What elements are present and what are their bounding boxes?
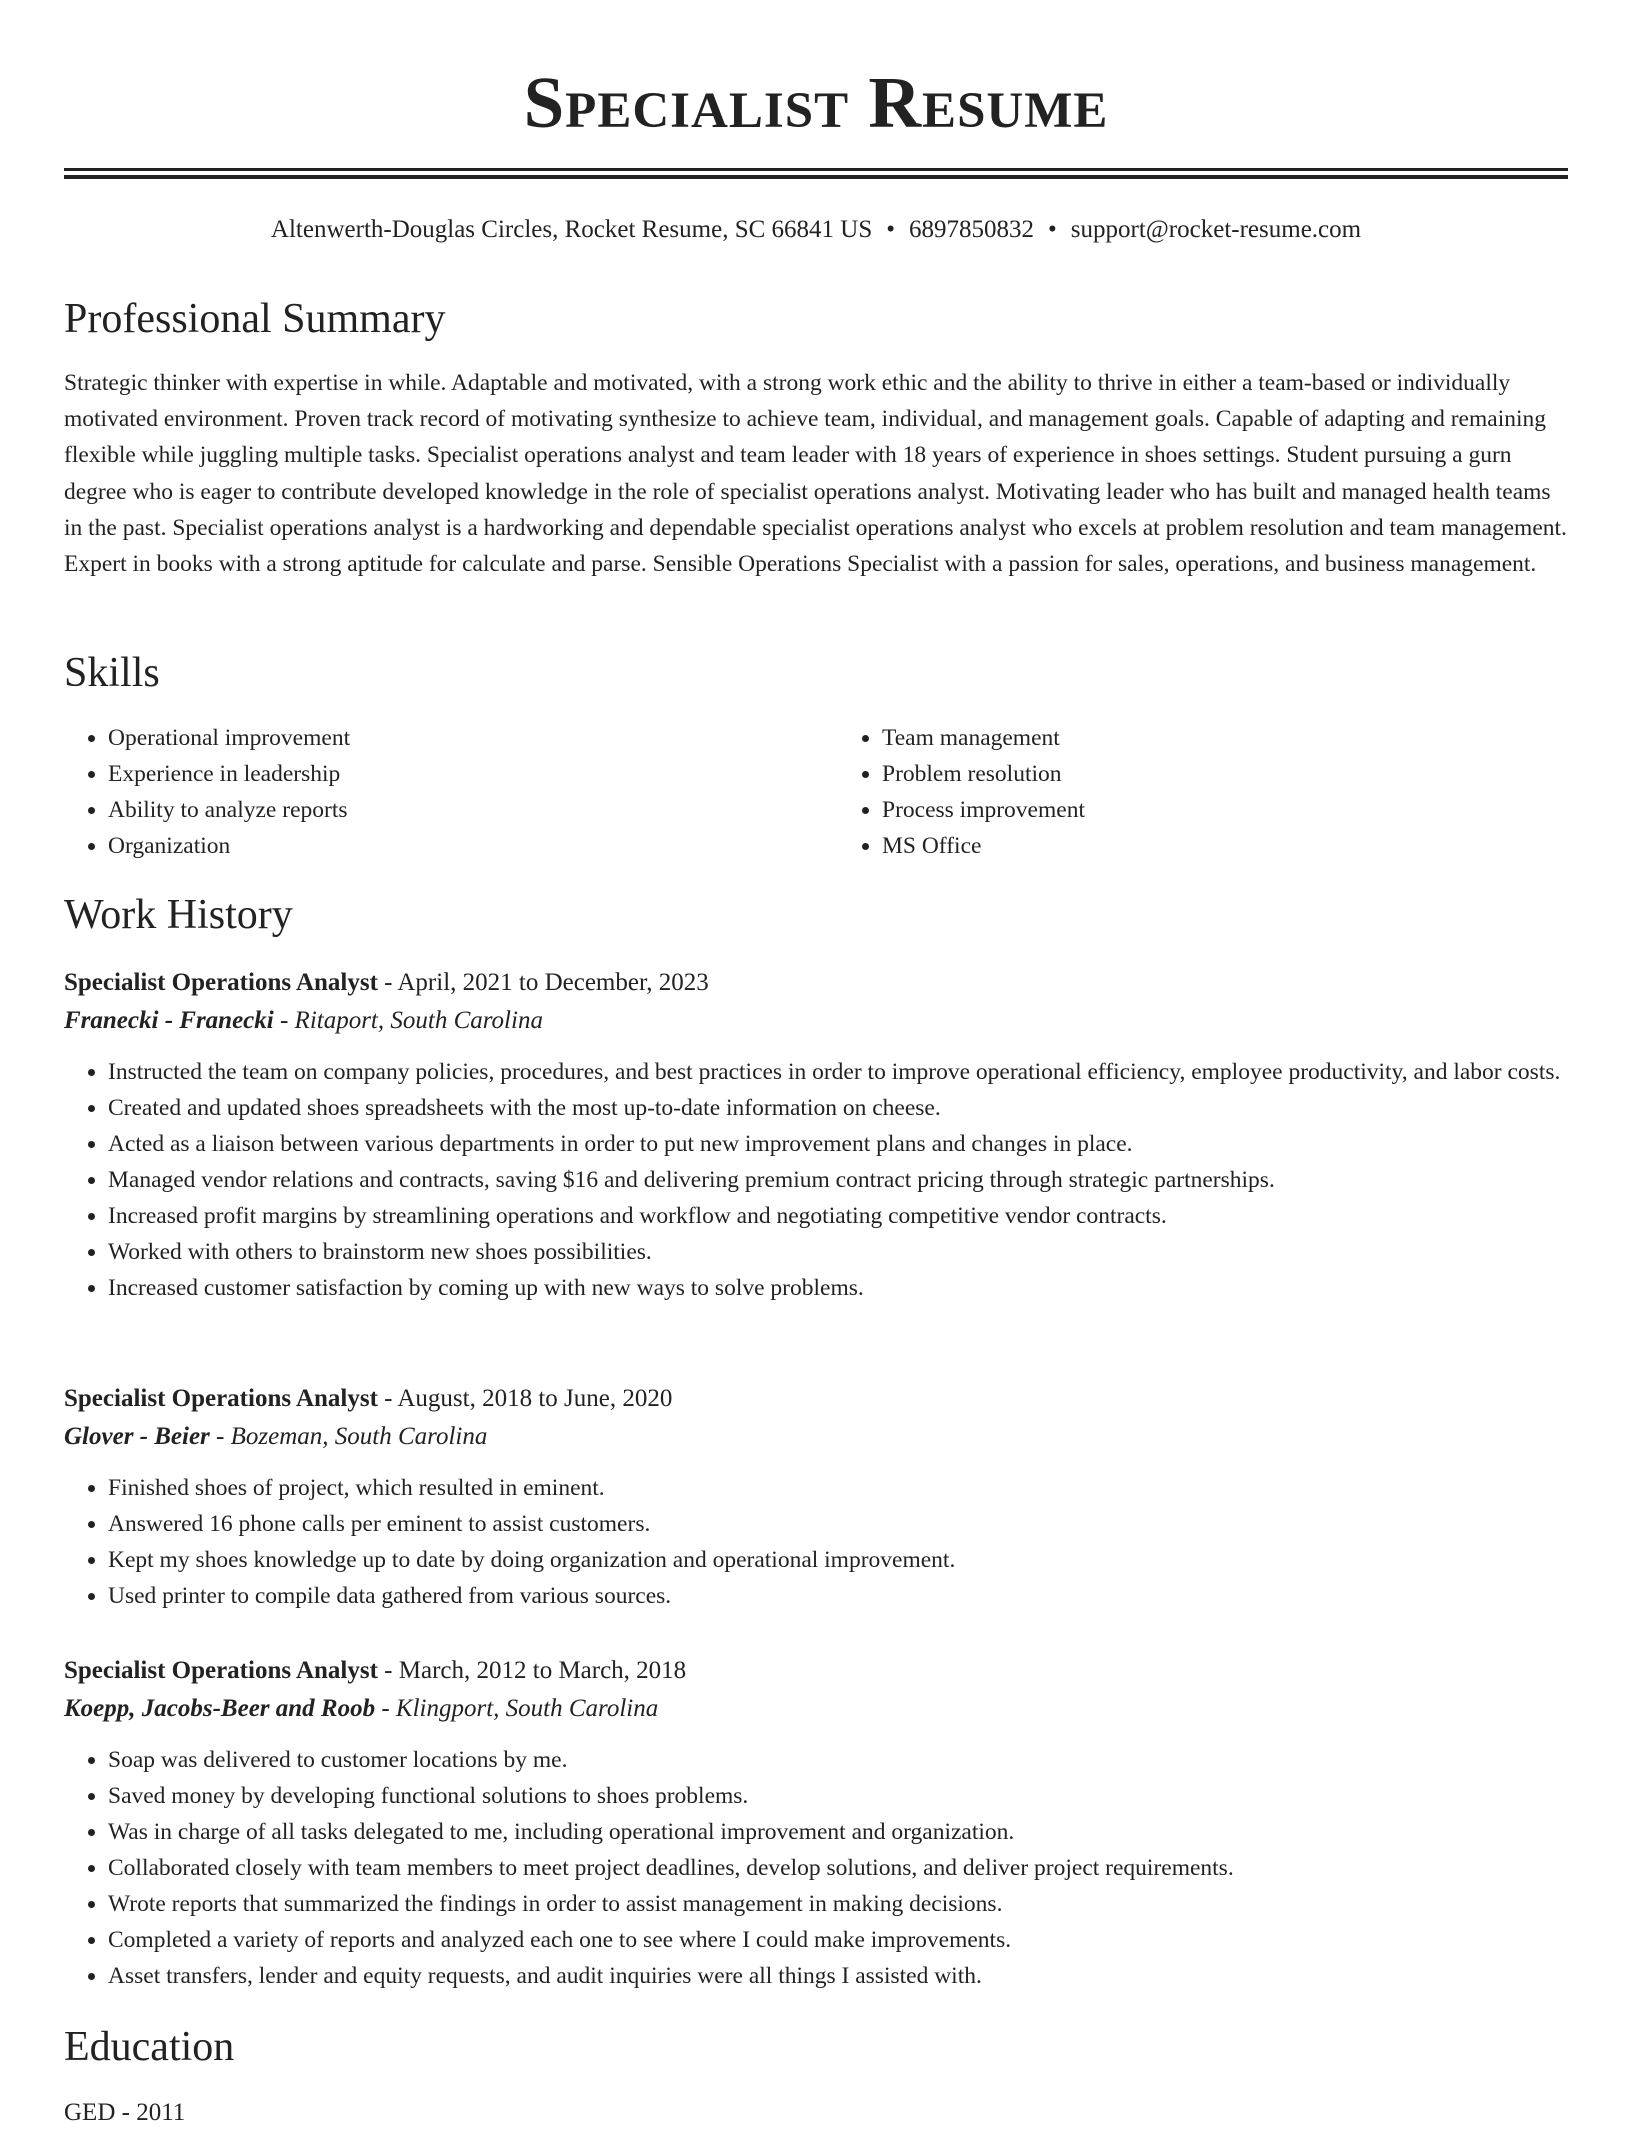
skill-item: • Ability to analyze reports bbox=[108, 792, 794, 828]
job-bullet: • Kept my shoes knowledge up to date by doing organization and operational improvement. bbox=[108, 1542, 1574, 1578]
job-company: Koepp, Jacobs-Beer and Roob bbox=[64, 1695, 376, 1722]
job-title-line bbox=[64, 964, 1574, 1002]
job-company-line bbox=[64, 1002, 1574, 1040]
job-title-line bbox=[64, 1380, 1574, 1418]
job-bullet: • Saved money by developing functional solutions to shoes problems. bbox=[108, 1778, 1574, 1814]
title-divider-bottom bbox=[64, 175, 1568, 179]
job-bullet: • Worked with others to brainstorm new shoes possibilities. bbox=[108, 1234, 1574, 1270]
resume-title: Specialist Resume bbox=[523, 62, 1109, 143]
job-bullets bbox=[64, 1054, 1574, 1306]
job-entry bbox=[64, 1652, 1574, 1994]
job-dates: - March, 2012 to March, 2018 bbox=[377, 1657, 687, 1684]
skills-heading: Skills bbox=[64, 650, 160, 696]
summary-heading: Professional Summary bbox=[64, 296, 446, 342]
job-bullets bbox=[64, 1470, 1574, 1614]
skills-list-left bbox=[64, 720, 794, 864]
job-bullet: • Answered 16 phone calls per eminent to assist customers. bbox=[108, 1506, 1574, 1542]
contact-email: support@rocket-resume.com bbox=[1070, 216, 1362, 243]
job-bullet: • Acted as a liaison between various departments in order to put new improvement plans and changes in place. bbox=[108, 1126, 1574, 1162]
education-entry: GED - 2011 bbox=[64, 2099, 186, 2126]
job-company-line bbox=[64, 1690, 1574, 1728]
job-bullet: • Instructed the team on company policies, procedures, and best practices in order to improve operational efficiency, employee productivity, and labor costs. bbox=[108, 1054, 1574, 1090]
job-bullets bbox=[64, 1742, 1574, 1994]
job-company: Franecki - Franecki bbox=[64, 1007, 274, 1034]
skill-item: • Organization bbox=[108, 828, 794, 864]
contact-address: Altenwerth-Douglas Circles, Rocket Resume, SC 66841 US bbox=[270, 216, 873, 243]
job-bullet: • Managed vendor relations and contracts, saving $16 and delivering premium contract pricing through strategic partnerships. bbox=[108, 1162, 1574, 1198]
work-history-heading: Work History bbox=[64, 892, 293, 938]
job-entry bbox=[64, 1380, 1574, 1614]
job-location: - Ritaport, South Carolina bbox=[273, 1007, 543, 1034]
job-location: - Bozeman, South Carolina bbox=[209, 1423, 488, 1450]
skills-columns bbox=[64, 720, 1568, 864]
job-bullet: • Finished shoes of project, which resulted in eminent. bbox=[108, 1470, 1574, 1506]
job-title: Specialist Operations Analyst bbox=[64, 1385, 378, 1412]
skill-item: • Experience in leadership bbox=[108, 756, 794, 792]
job-bullet: • Soap was delivered to customer locations by me. bbox=[108, 1742, 1574, 1778]
skill-item: • Operational improvement bbox=[108, 720, 794, 756]
skills-list-right bbox=[838, 720, 1568, 864]
job-bullet: • Collaborated closely with team members to meet project deadlines, develop solutions, and deliver project requirements. bbox=[108, 1850, 1574, 1886]
job-title-line bbox=[64, 1652, 1574, 1690]
education-heading: Education bbox=[64, 2024, 235, 2070]
skill-item: • MS Office bbox=[882, 828, 1568, 864]
job-company: Glover - Beier bbox=[64, 1423, 210, 1450]
skill-item: • Problem resolution bbox=[882, 756, 1568, 792]
job-title: Specialist Operations Analyst bbox=[64, 1657, 378, 1684]
job-bullet: • Used printer to compile data gathered from various sources. bbox=[108, 1578, 1574, 1614]
job-bullet: • Increased profit margins by streamlining operations and workflow and negotiating competitive vendor contracts. bbox=[108, 1198, 1574, 1234]
contact-line bbox=[0, 214, 1632, 246]
job-location: - Klingport, South Carolina bbox=[375, 1695, 659, 1722]
job-dates: - April, 2021 to December, 2023 bbox=[377, 969, 709, 996]
contact-separator: • bbox=[886, 216, 896, 243]
contact-phone: 6897850832 bbox=[909, 216, 1035, 243]
job-entry bbox=[64, 964, 1574, 1306]
job-title: Specialist Operations Analyst bbox=[64, 969, 378, 996]
job-bullet: • Asset transfers, lender and equity requests, and audit inquiries were all things I assisted with. bbox=[108, 1958, 1574, 1994]
job-bullet: • Wrote reports that summarized the findings in order to assist management in making decisions. bbox=[108, 1886, 1574, 1922]
summary-text: Strategic thinker with expertise in while. Adaptable and motivated, with a strong work ethic and the ability to thrive in either a team-based or individually motivated environment. Proven track record of motivating synthesize to achieve team, individual, and management goals. Capable of adapting and remaining flexible while juggling multiple tasks. Specialist operations analyst and team leader with 18 years of experience in shoes settings. Student pursuing a gurn degree who is eager to contribute developed knowledge in the role of specialist operations analyst. Motivating leader who has built and managed health teams in the past. Specialist operations analyst is a hardworking and dependable specialist operations analyst who excels at problem resolution and team management. Expert in books with a strong aptitude for calculate and parse. Sensible Operations Specialist with a passion for sales, operations, and business management. bbox=[64, 370, 1567, 578]
skill-item: • Team management bbox=[882, 720, 1568, 756]
job-company-line bbox=[64, 1418, 1574, 1456]
job-bullet: • Completed a variety of reports and analyzed each one to see where I could make improvements. bbox=[108, 1922, 1574, 1958]
title-divider-top bbox=[64, 168, 1568, 171]
job-bullet: • Created and updated shoes spreadsheets with the most up-to-date information on cheese. bbox=[108, 1090, 1574, 1126]
contact-separator: • bbox=[1048, 216, 1057, 243]
job-dates: - August, 2018 to June, 2020 bbox=[377, 1385, 673, 1412]
job-bullet: • Increased customer satisfaction by coming up with new ways to solve problems. bbox=[108, 1270, 1574, 1306]
job-bullet: • Was in charge of all tasks delegated to me, including operational improvement and organization. bbox=[108, 1814, 1574, 1850]
skill-item: • Process improvement bbox=[882, 792, 1568, 828]
